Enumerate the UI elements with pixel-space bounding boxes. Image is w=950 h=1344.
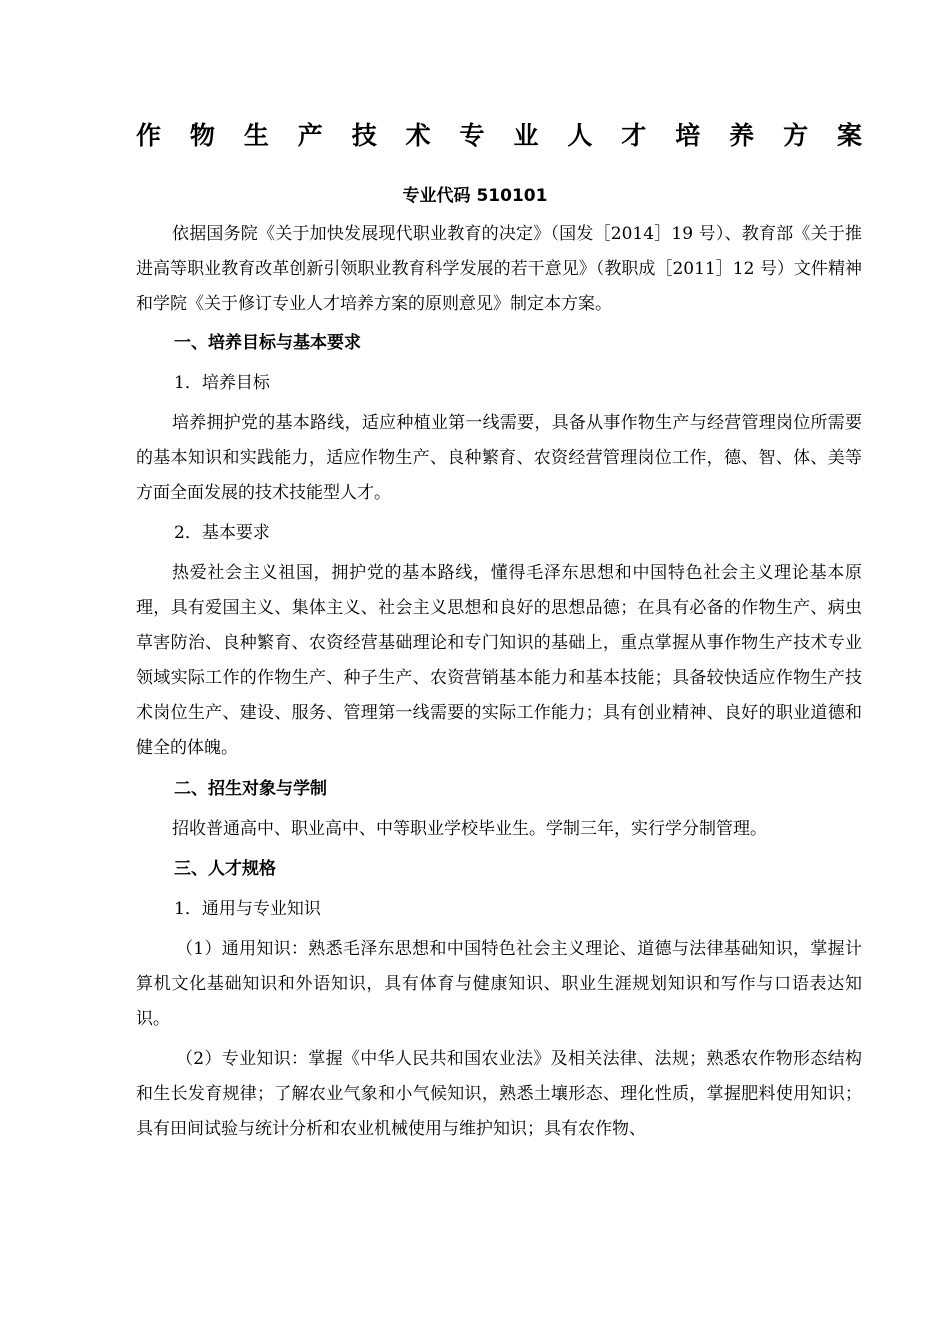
section-1-heading: 一、培养目标与基本要求 [174,333,361,353]
section-3-item-2: （2）专业知识：掌握《中华人民共和国农业法》及相关法律、法规；熟悉农作物形态结构和生长发育规律；了解农业气象和小气候知识，熟悉土壤形态、理化性质，掌握肥料使用知识；具有田间试验与统计分析和农业机械使用与维护知识；具有农作物、 [136,1049,862,1139]
section-1-sub-1-title: 1．培养目标 [174,373,270,393]
section-3-heading: 三、人才规格 [174,859,276,879]
section-3-item-1: （1）通用知识：熟悉毛泽东思想和中国特色社会主义理论、道德与法律基础知识，掌握计算机文化基础知识和外语知识，具有体育与健康知识、职业生涯规划知识和写作与口语表达知识。 [136,939,862,1029]
section-2-heading: 二、招生对象与学制 [174,779,327,799]
document-title: 作 物 生 产 技 术 专 业 人 才 培 养 方 案 [136,121,862,150]
section-1-sub-2-text: 热爱社会主义祖国，拥护党的基本路线，懂得毛泽东思想和中国特色社会主义理论基本原理，具有爱国主义、集体主义、社会主义思想和良好的思想品德；在具有必备的作物生产、病虫草害防治、良种繁育、农资经营基础理论和专门知识的基础上，重点掌握从事作物生产技术专业领域实际工作的作物生产、种子生产、农资营销基本能力和基本技能；具备较快适应作物生产技术岗位生产、建设、服务、管理第一线需要的实际工作能力；具有创业精神、良好的职业道德和健全的体魄。 [136,563,862,758]
intro-paragraph: 依据国务院《关于加快发展现代职业教育的决定》（国发［2014］19 号）、教育部《关于推进高等职业教育改革创新引领职业教育科学发展的若干意见》（教职成［2011］12 号）文件精神和学院《关于修订专业人才培养方案的原则意见》制定本方案。 [136,224,862,314]
section-1-sub-2-title: 2．基本要求 [174,523,270,543]
section-1-sub-1-text: 培养拥护党的基本路线，适应种植业第一线需要，具备从事作物生产与经营管理岗位所需要的基本知识和实践能力，适应作物生产、良种繁育、农资经营管理岗位工作，德、智、体、美等方面全面发展的技术技能型人才。 [136,413,862,503]
major-code: 专业代码 510101 [402,186,548,206]
section-2-text: 招收普通高中、职业高中、中等职业学校毕业生。学制三年，实行学分制管理。 [172,819,767,839]
section-3-sub-1-title: 1．通用与专业知识 [174,899,321,919]
